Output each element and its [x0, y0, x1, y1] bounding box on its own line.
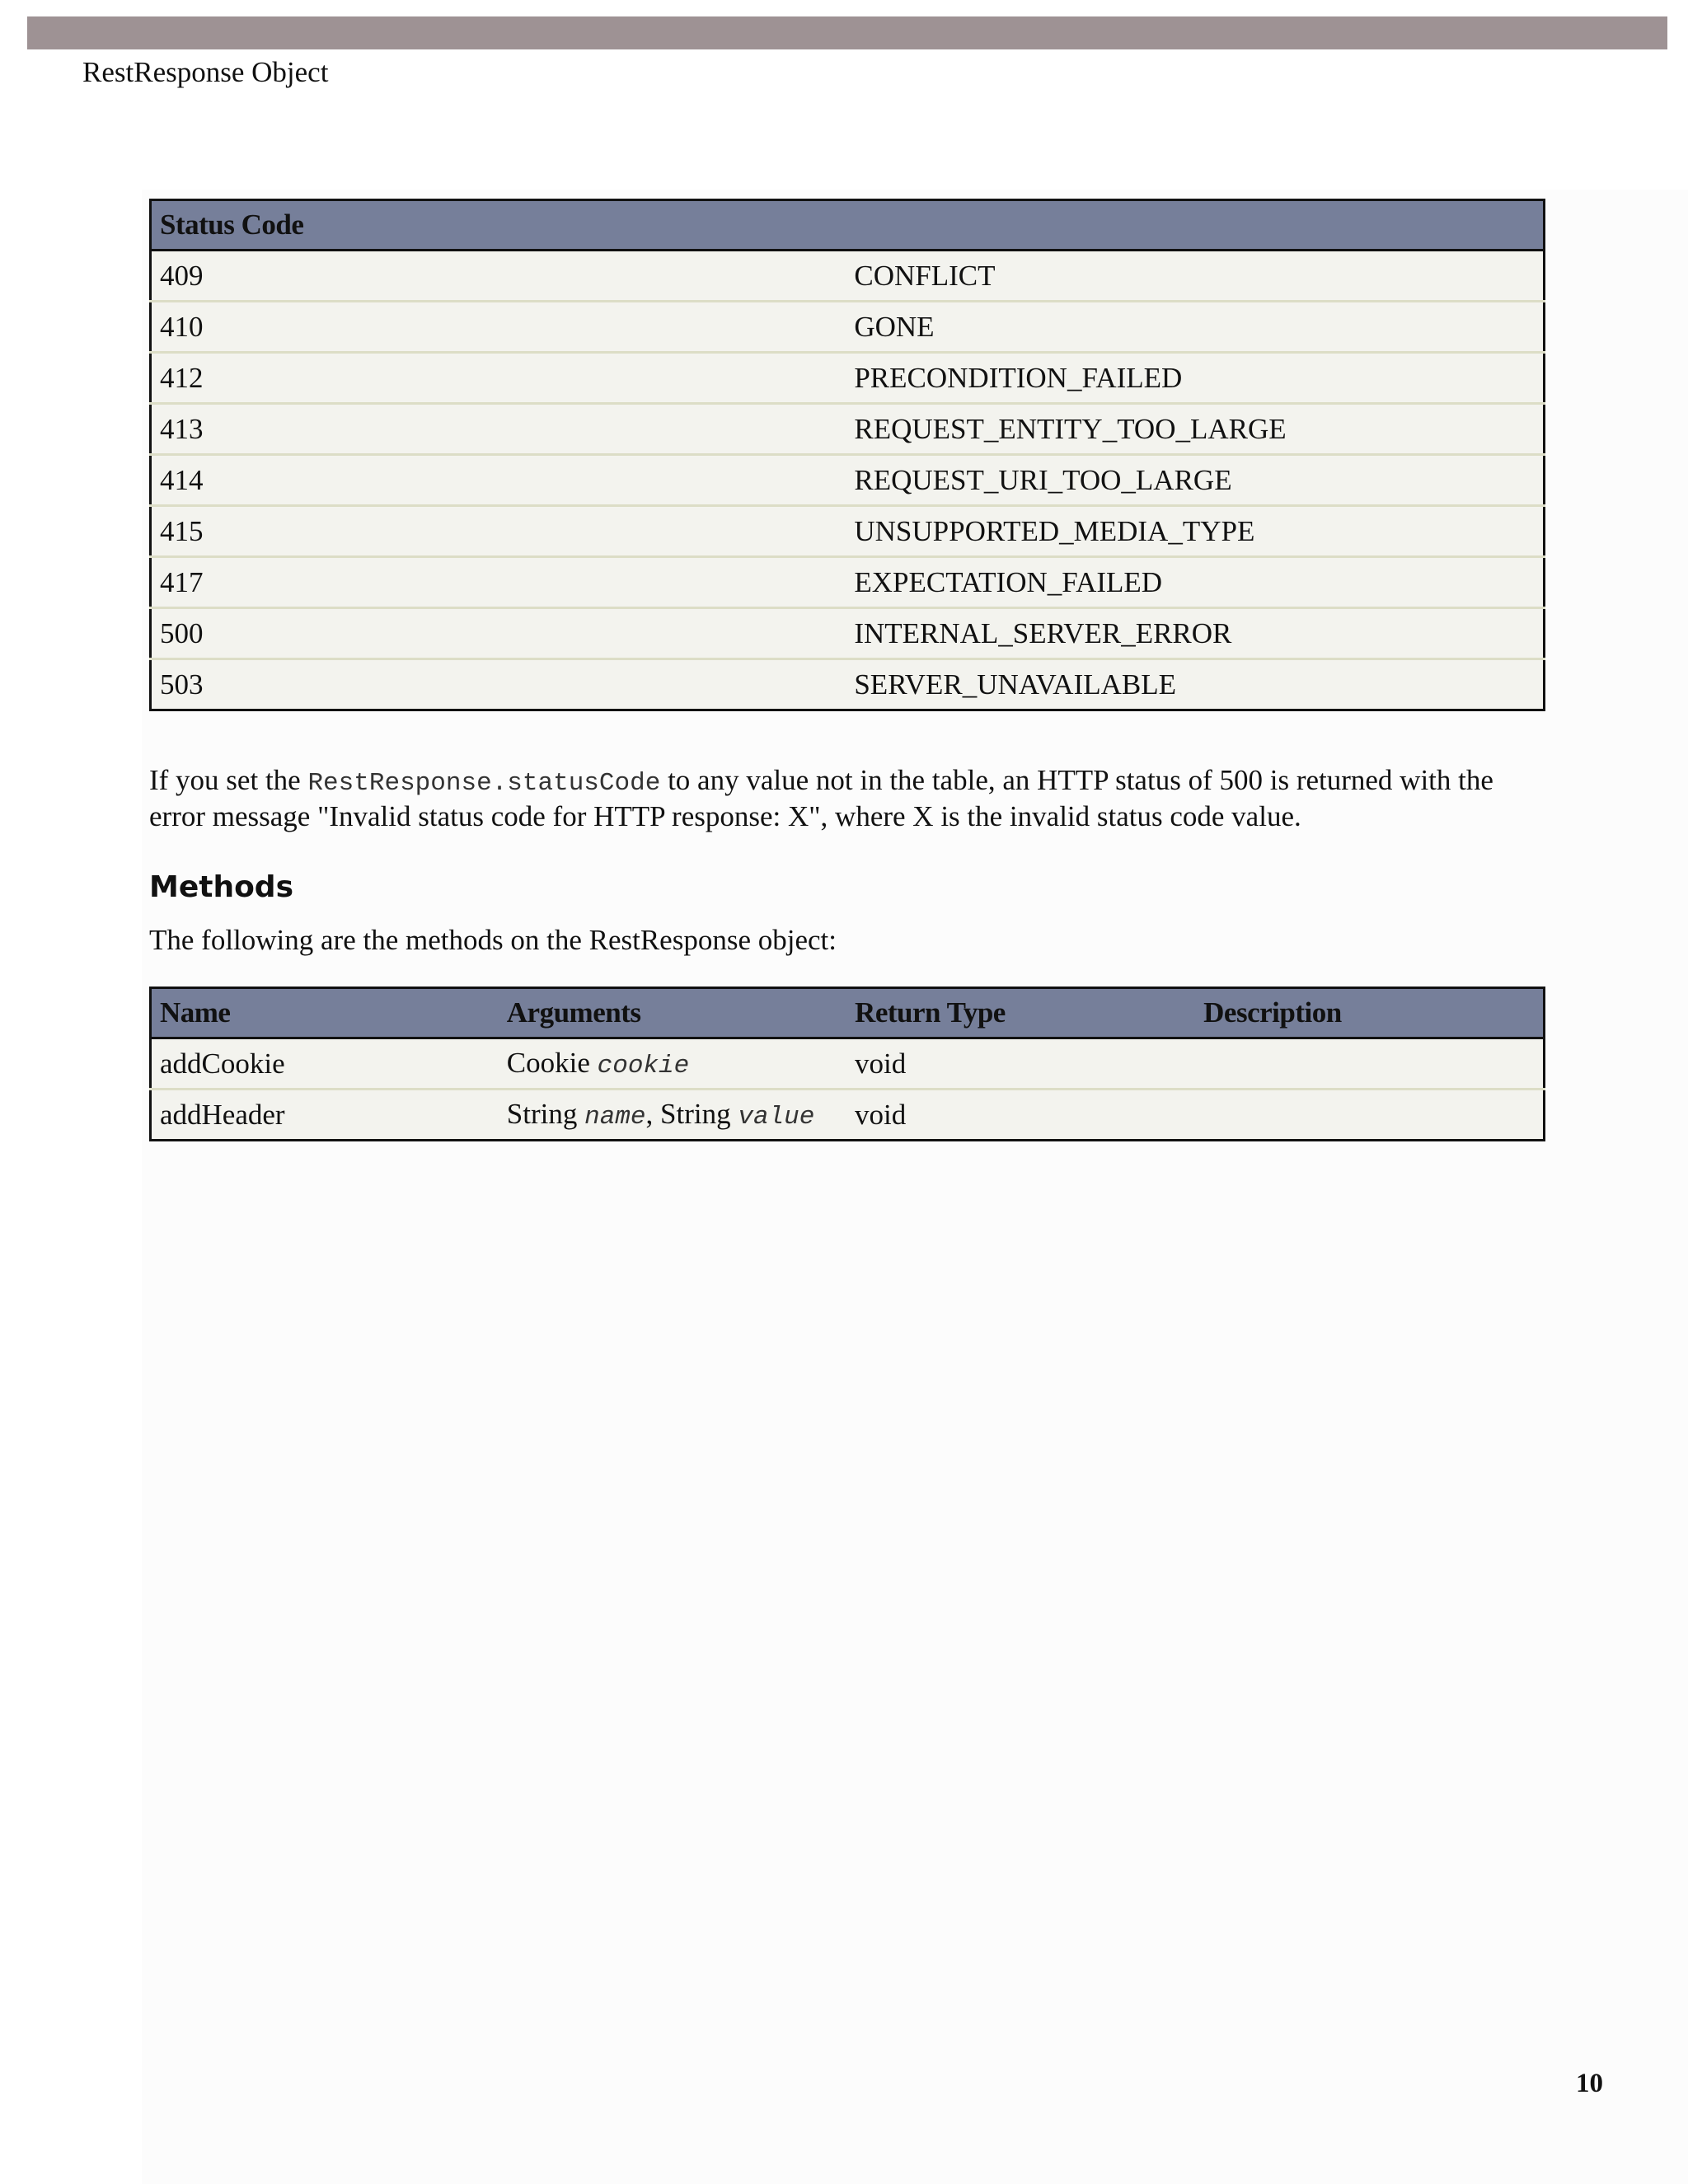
table-row	[151, 557, 1545, 608]
table-row	[151, 353, 1545, 404]
status-code-column-header: Status Code	[151, 200, 1545, 251]
name-column-header: Name	[151, 988, 499, 1038]
method-name-cell: addHeader	[151, 1090, 499, 1141]
table-row	[151, 455, 1545, 506]
note-text-prefix: If you set the	[149, 764, 308, 796]
table-row	[151, 302, 1545, 353]
argument-name: name	[584, 1103, 646, 1132]
table-row	[151, 404, 1545, 455]
status-code-note	[149, 764, 1550, 833]
status-name-cell: PRECONDITION_FAILED	[846, 353, 1544, 404]
status-name-cell: GONE	[846, 302, 1544, 353]
status-code-cell: 417	[151, 557, 846, 608]
status-name-cell: CONFLICT	[846, 251, 1544, 302]
header-bar	[27, 16, 1667, 49]
methods-table-header-row	[151, 988, 1545, 1038]
methods-intro: The following are the methods on the RestResponse object:	[149, 924, 837, 956]
method-return-type-cell: void	[846, 1090, 1195, 1141]
method-arguments-cell	[499, 1090, 846, 1141]
table-row	[151, 251, 1545, 302]
method-description-cell	[1195, 1038, 1544, 1090]
status-code-cell: 414	[151, 455, 846, 506]
method-arguments-cell	[499, 1038, 846, 1090]
status-name-cell: REQUEST_URI_TOO_LARGE	[846, 455, 1544, 506]
status-name-cell: REQUEST_ENTITY_TOO_LARGE	[846, 404, 1544, 455]
return-type-column-header: Return Type	[846, 988, 1195, 1038]
status-code-cell: 412	[151, 353, 846, 404]
status-name-cell: INTERNAL_SERVER_ERROR	[846, 608, 1544, 659]
running-header-title: RestResponse Object	[82, 56, 329, 88]
table-row	[151, 659, 1545, 710]
status-code-cell: 409	[151, 251, 846, 302]
table-row	[151, 506, 1545, 557]
method-return-type-cell: void	[846, 1038, 1195, 1090]
status-code-cell: 413	[151, 404, 846, 455]
arguments-column-header: Arguments	[499, 988, 846, 1038]
note-text-suffix: to any value not in the table, an HTTP status of 500 is returned with the error message "Invalid status code for HTTP response: X", where X is the invalid status code value.	[149, 764, 1493, 832]
status-table-header-row	[151, 200, 1545, 251]
status-code-property: RestResponse.statusCode	[307, 769, 661, 798]
table-row	[151, 608, 1545, 659]
argument-type: Cookie	[506, 1047, 598, 1079]
status-code-cell: 415	[151, 506, 846, 557]
table-row	[151, 1090, 1545, 1141]
method-name-cell: addCookie	[151, 1038, 499, 1090]
description-column-header: Description	[1195, 988, 1544, 1038]
methods-table	[149, 987, 1545, 1141]
argument-type: String	[506, 1098, 585, 1130]
method-description-cell	[1195, 1090, 1544, 1141]
status-code-table	[149, 199, 1545, 711]
argument-separator: ,	[645, 1098, 661, 1130]
argument-name: value	[738, 1103, 815, 1132]
argument-name: cookie	[597, 1052, 690, 1080]
argument-type: String	[660, 1098, 738, 1130]
status-name-cell: SERVER_UNAVAILABLE	[846, 659, 1544, 710]
status-code-cell: 503	[151, 659, 846, 710]
status-code-cell: 500	[151, 608, 846, 659]
status-name-cell: EXPECTATION_FAILED	[846, 557, 1544, 608]
status-code-cell: 410	[151, 302, 846, 353]
table-row	[151, 1038, 1545, 1090]
methods-heading: Methods	[149, 870, 294, 904]
status-name-cell: UNSUPPORTED_MEDIA_TYPE	[846, 506, 1544, 557]
page-number: 10	[1576, 2069, 1603, 2098]
